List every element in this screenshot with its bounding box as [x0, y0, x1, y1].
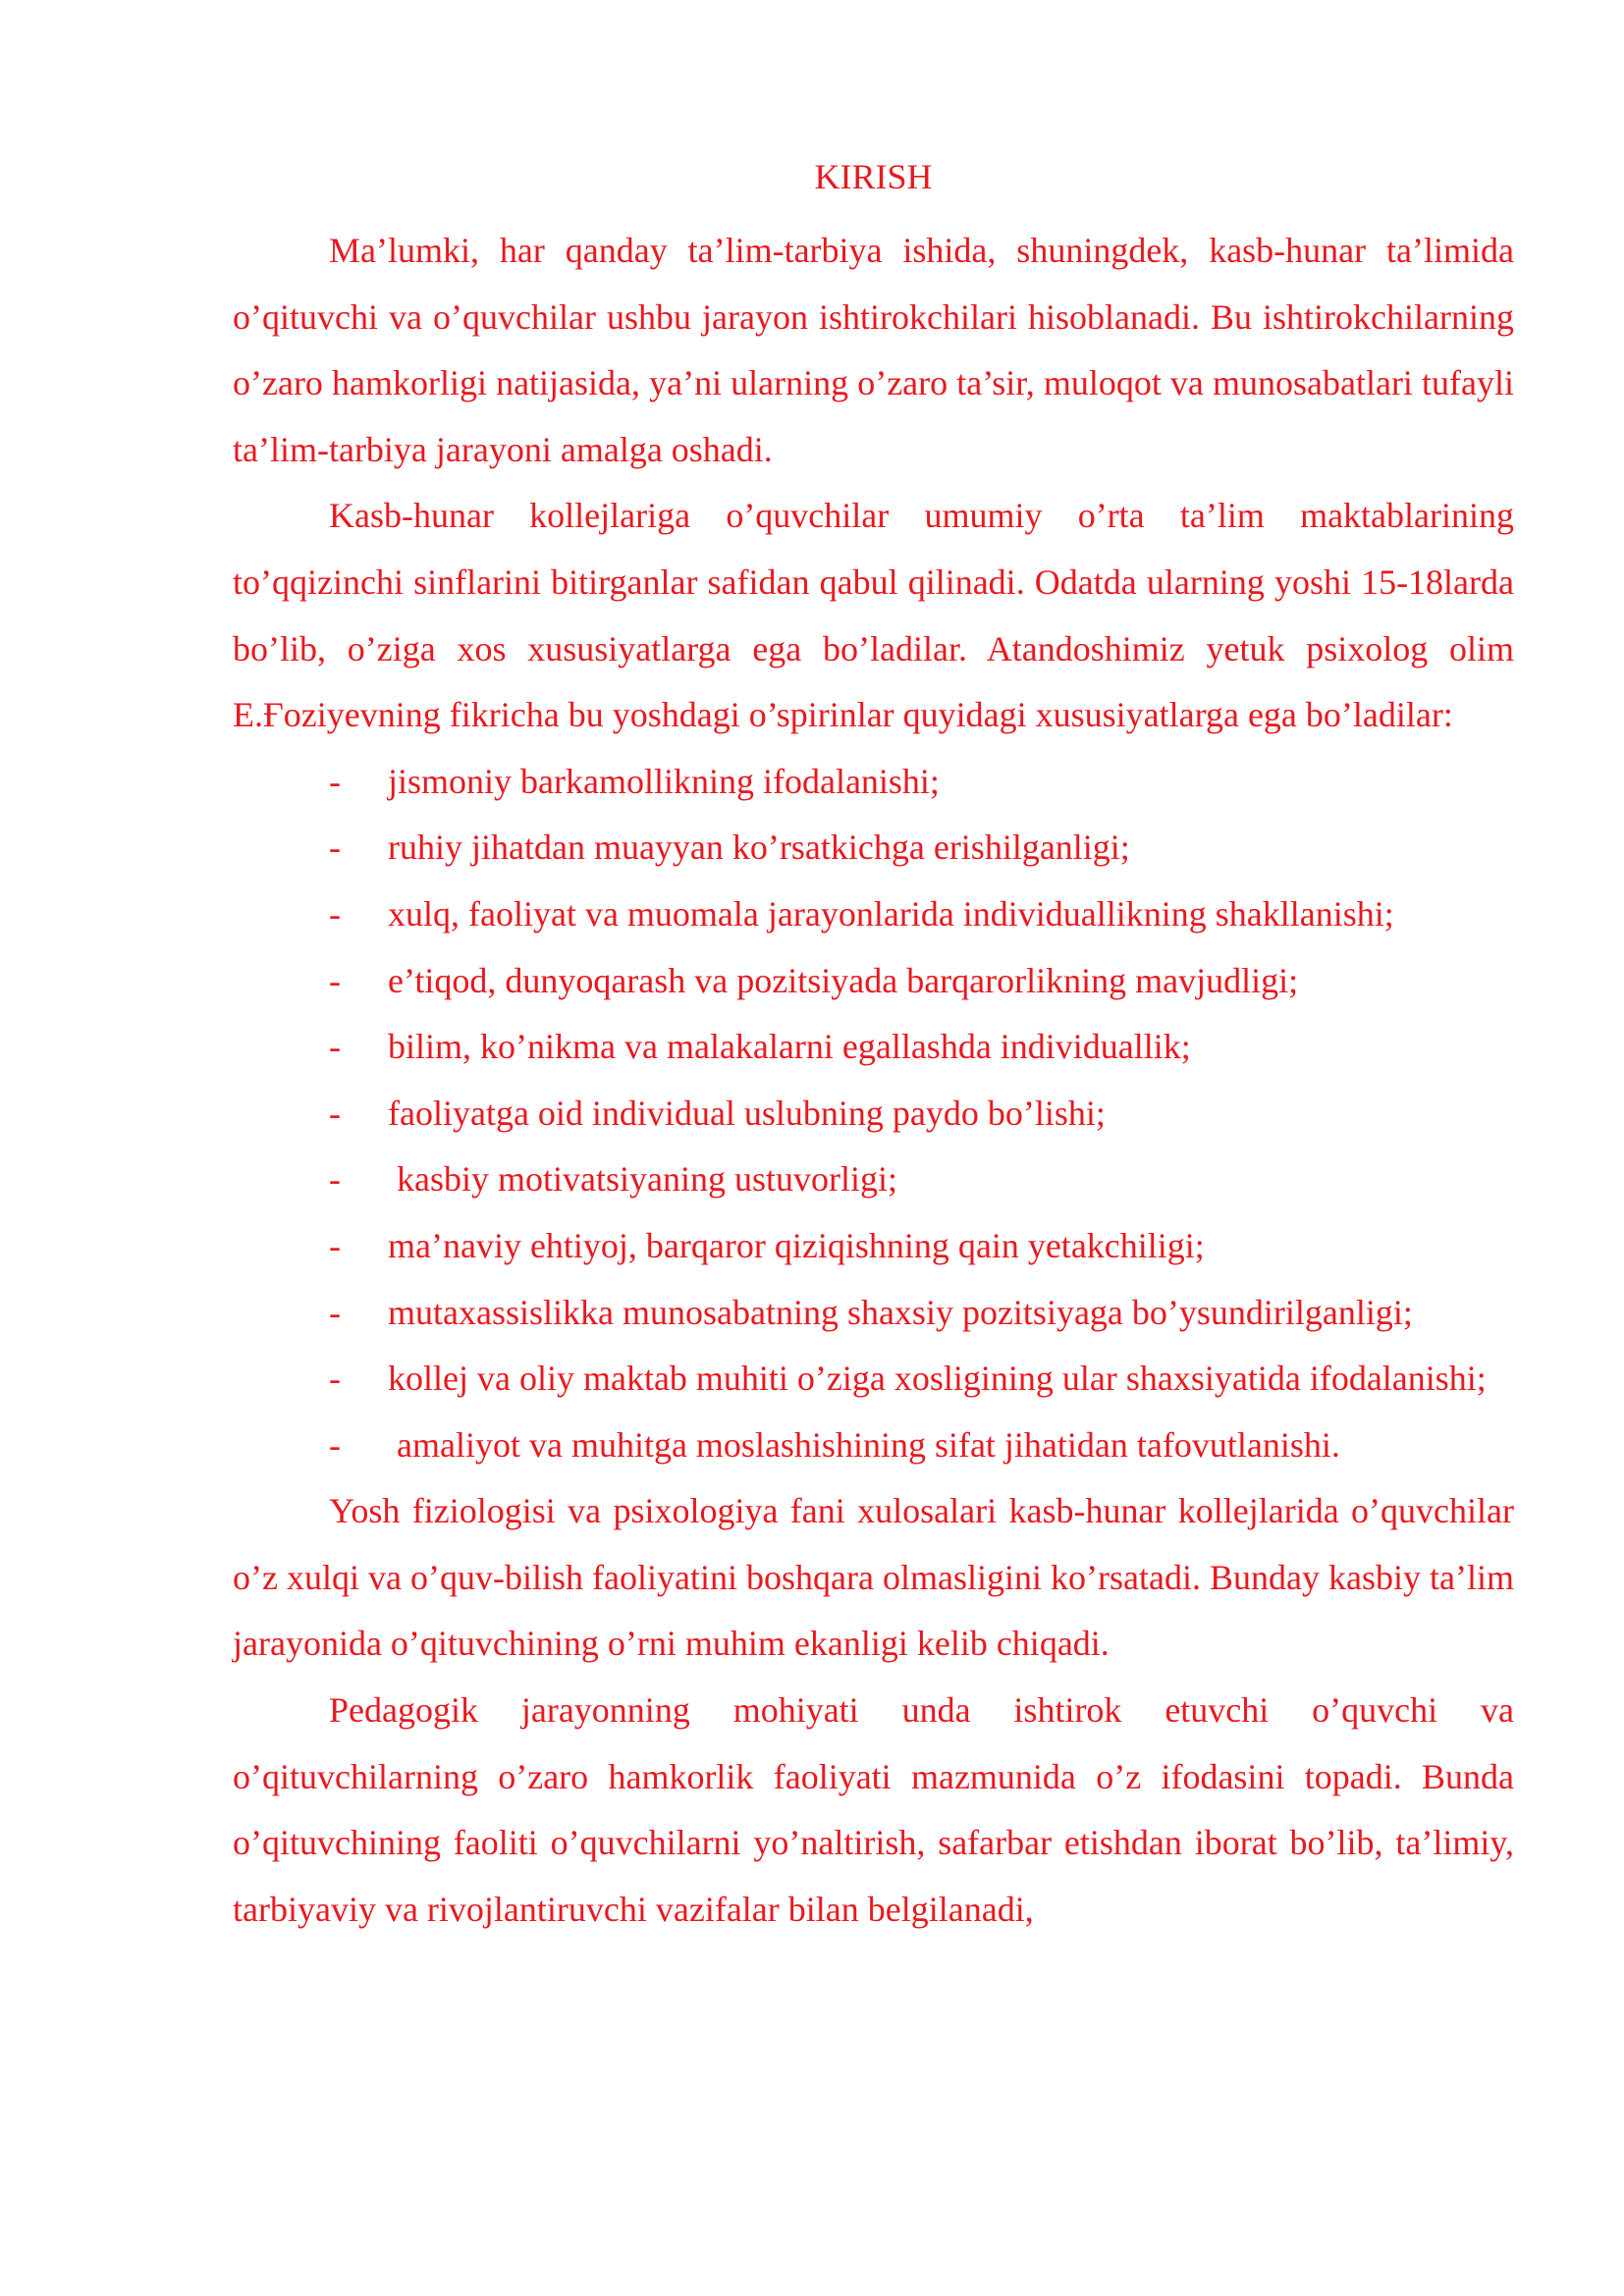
paragraph-students: Kasb-hunar kollejlariga o’quvchilar umumiy o’rta ta’lim maktablarining to’qqizinchi sinflarini bitirganlar safidan qabul qilinadi. Odatda ularning yoshi 15-18larda bo’lib, o’ziga xos xususiyatlarga ega bo’ladilar. Atandoshimiz yetuk psixolog olim E.Ғoziyevning fikricha bu yoshdagi o’spirinlar quyidagi xususiyatlarga ega bo’ladilar:	[233, 496, 1514, 735]
characteristics-list	[233, 749, 1514, 1479]
list-item-text: ma’naviy ehtiyoj, barqaror qiziqishning qain yetakchiligi;	[388, 1225, 1205, 1265]
list-item	[233, 1081, 1514, 1148]
bullet-dash: -	[329, 960, 341, 1000]
list-item	[233, 1413, 1514, 1479]
list-item-text: xulq, faoliyat va muomala jarayonlarida individuallikning shakllanishi;	[388, 893, 1394, 934]
list-item	[233, 881, 1514, 948]
bullet-dash: -	[329, 1027, 341, 1067]
list-item	[233, 1280, 1514, 1347]
bullet-dash: -	[329, 1225, 341, 1265]
paragraph-intro: Ma’lumki, har qanday ta’lim-tarbiya ishida, shuningdek, kasb-hunar ta’limida o’qituvchi va o’quvchilar ushbu jarayon ishtirokchilari hisoblanadi. Bu ishtirokchilarning o’zaro hamkorligi natijasida, ya’ni ularning o’zaro ta’sir, muloqot va munosabatlari tufayli ta’lim-tarbiya jarayoni amalga oshadi.	[233, 231, 1514, 469]
bullet-dash: -	[329, 828, 341, 868]
list-item-text: bilim, ko’nikma va malakalarni egallashda individuallik;	[388, 1027, 1191, 1067]
list-item	[233, 1147, 1514, 1213]
list-item-text: faoliyatga oid individual uslubning paydo bo’lishi;	[388, 1093, 1106, 1133]
list-item-text: kollej va oliy maktab muhiti o’ziga xosligining ular shaxsiyatida ifodalanishi;	[388, 1359, 1487, 1399]
list-item-text: mutaxassislikka munosabatning shaxsiy pozitsiyaga bo’ysundirilganligi;	[388, 1292, 1413, 1332]
list-item	[233, 1014, 1514, 1081]
bullet-dash: -	[329, 1093, 341, 1133]
bullet-dash: -	[329, 1292, 341, 1332]
list-item-text: ruhiy jihatdan muayyan ko’rsatkichga erishilganligi;	[388, 828, 1130, 868]
bullet-dash: -	[329, 893, 341, 934]
list-item	[233, 1346, 1514, 1413]
bullet-dash: -	[329, 761, 341, 801]
bullet-dash: -	[329, 1359, 341, 1399]
list-item	[233, 815, 1514, 881]
list-item-text: amaliyot va muhitga moslashishining sifat jihatidan tafovutlanishi.	[388, 1424, 1340, 1465]
paragraph-physiology: Yosh fiziologisi va psixologiya fani xulosalari kasb-hunar kollejlarida o’quvchilar o’z xulqi va o’quv-bilish faoliyatini boshqara olmasligini ko’rsatadi. Bunday kasbiy ta’lim jarayonida o’qituvchining o’rni muhim ekanligi kelib chiqadi.	[233, 1491, 1514, 1664]
bullet-dash: -	[329, 1424, 341, 1465]
paragraph-pedagogical-process: Pedagogik jarayonning mohiyati unda ishtirok etuvchi o’quvchi va o’qituvchilarning o’zaro hamkorlik faoliyati mazmunida o’z ifodasini topadi. Bunda o’qituvchining faoliti o’quvchilarni yo’naltirish, safarbar etishdan iborat bo’lib, ta’limiy, tarbiyaviy va rivojlantiruvchi vazifalar bilan belgilanadi,	[233, 1690, 1514, 1929]
list-item-text: e’tiqod, dunyoqarash va pozitsiyada barqarorlikning mavjudligi;	[388, 960, 1299, 1000]
document-body	[233, 151, 1514, 1943]
list-item	[233, 948, 1514, 1015]
page-title: KIRISH	[814, 157, 933, 196]
list-item	[233, 749, 1514, 816]
bullet-dash: -	[329, 1159, 341, 1200]
list-item-text: kasbiy motivatsiyaning ustuvorligi;	[388, 1159, 897, 1200]
list-item-text: jismoniy barkamollikning ifodalanishi;	[388, 761, 940, 801]
list-item	[233, 1213, 1514, 1280]
